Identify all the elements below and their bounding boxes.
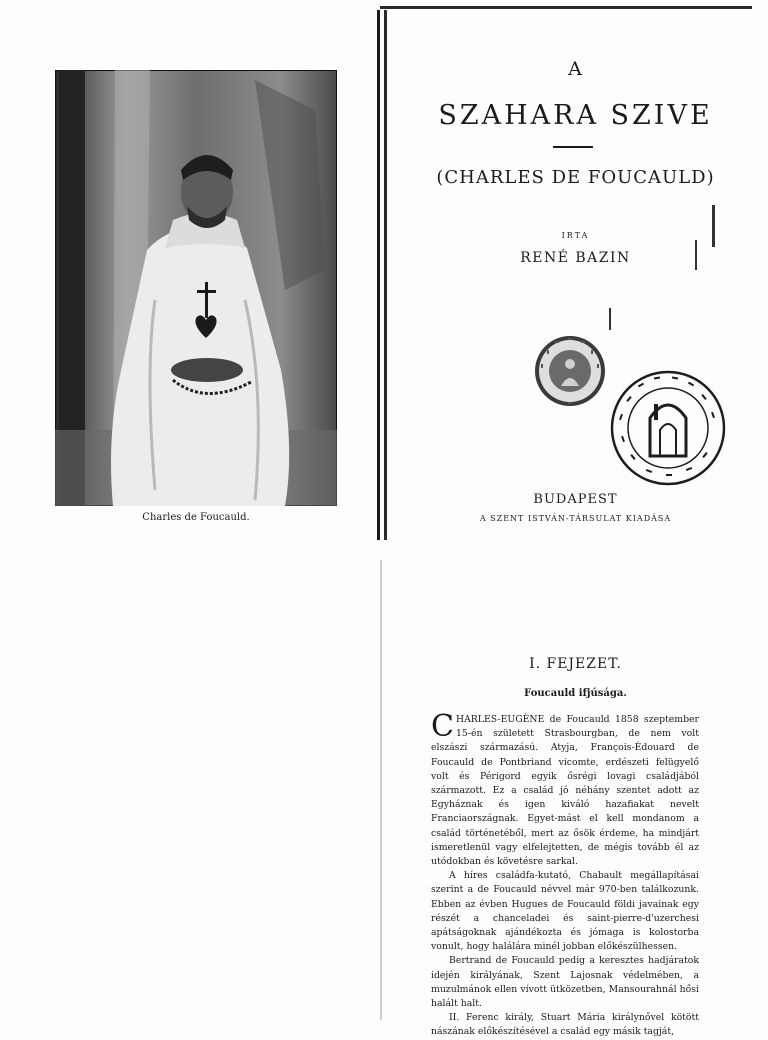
section-title: Foucauld ifjúsága. — [524, 688, 627, 699]
author-name: RENÉ BAZIN — [520, 250, 631, 266]
chapter-page — [383, 540, 768, 1038]
paragraph: Bertrand de Foucauld pedig a keresztes hadjáratok idején királyának, Szent Lajosnak védelmében, a muzulmánok ellen vívott ütközetben, Mansourahnál hősi halált halt. — [431, 955, 699, 1010]
library-seal-icon — [533, 334, 607, 408]
blank-page — [0, 540, 383, 1024]
paragraph: II. Ferenc király, Stuart Mária királynővel kötött nászának előkészítésével a család egy másik tagját, — [431, 1012, 699, 1038]
frontispiece-page — [0, 0, 383, 540]
title-article: A — [568, 58, 583, 80]
book-subtitle: (CHARLES DE FOUCAULD) — [436, 167, 715, 188]
title-rule — [553, 146, 593, 148]
chapter-heading: I. FEJEZET. — [529, 656, 622, 672]
college-stamp-icon — [608, 368, 728, 488]
publication-place: BUDAPEST — [533, 492, 618, 507]
paragraph: A híres családfa-kutató, Chabault megállapításai szerint a de Foucauld névvel már 970-ben találkozunk. Ebben az évben Hugues de Foucauld földi javainak egy részét a chanceladei és saint-pierre-d'uzerchesi apátságoknak ajándékozta és jómaga is kolostorba vonult, hogy halálára minél jobban előkészülhessen. — [431, 870, 699, 953]
title-page — [383, 0, 768, 540]
book-title: SZAHARA SZIVE — [438, 100, 713, 131]
margin-pencil-mark — [695, 240, 697, 270]
margin-pencil-mark — [609, 308, 611, 330]
portrait-photo — [55, 70, 337, 506]
drop-cap: C — [431, 709, 454, 744]
paragraph-text: de Foucauld 1858 szeptember 15-én született Strasbourgban, de nem volt elszászi származású. Atyja, François-Édouard de Foucauld de Pontbriand vicomte, erdészeti felügyelő volt és Périgord egyik ősrégi lovagi családjából származott. Ez a család jó néhány szentet adott az Egyháznak és igen kiváló hazafiakat nevelt Franciaországnak. Egyet-mást el kell mondanom a család történetéből, mert az ősök érdeme, ha mindjárt ismeretlenül vagy elfelejtetten, de mégis tovább él az utódokban és követésre sarkal. — [431, 714, 699, 868]
byline-label: IRTA — [561, 231, 590, 240]
paragraph — [431, 709, 699, 869]
opening-smallcaps: HARLES-EUGÈNE — [455, 714, 545, 725]
photo-caption: Charles de Foucauld. — [142, 512, 250, 523]
publisher-line: A SZENT ISTVÁN-TÁRSULAT KIADÁSA — [479, 514, 672, 523]
margin-pencil-mark — [712, 205, 715, 247]
chapter-body — [431, 709, 699, 1040]
